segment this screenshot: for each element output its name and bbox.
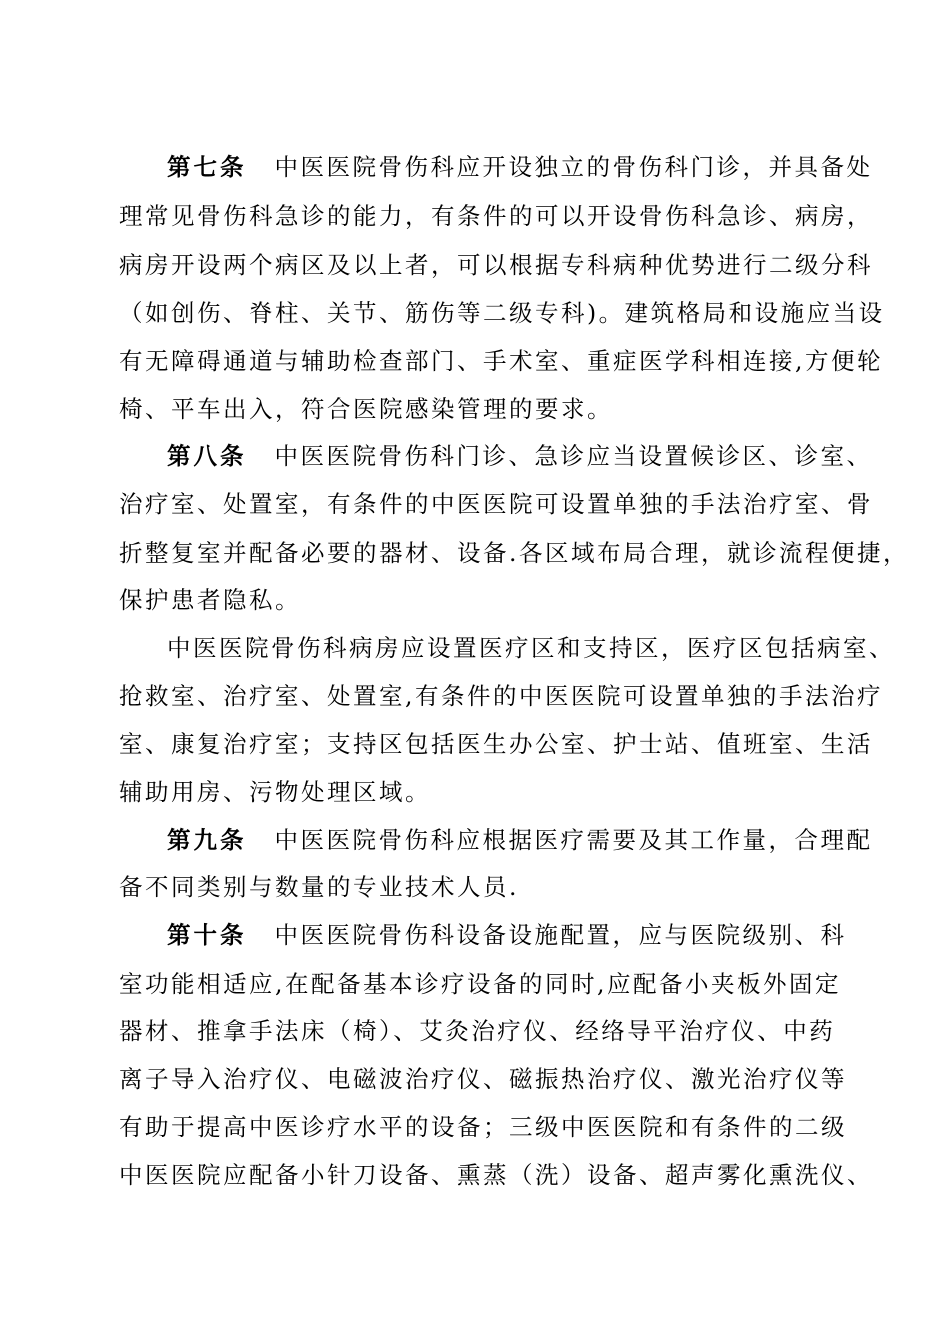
- article-8-para-2-line-1: 中医医院骨伤科病房应设置医疗区和支持区，医疗区包括病室、: [167, 634, 895, 662]
- article-8-line-1: [167, 441, 873, 471]
- article-7-line-5: 有无障碍通道与辅助检查部门、手术室、重症医学科相连接,方便轮: [119, 347, 883, 375]
- article-8-heading: 第八条: [167, 442, 247, 470]
- article-10-line-6: 中医医院应配备小针刀设备、熏蒸（洗）设备、超声雾化熏洗仪、: [119, 1161, 873, 1189]
- article-8-line-3: 折整复室并配备必要的器材、设备.各区域布局合理，就诊流程便捷，: [119, 539, 909, 567]
- article-10-heading: 第十条: [167, 921, 247, 949]
- article-7-line-6: 椅、平车出入，符合医院感染管理的要求。: [119, 395, 613, 423]
- article-8-line-2: 治疗室、处置室，有条件的中医医院可设置单独的手法治疗室、骨: [119, 490, 873, 518]
- article-7-line-1: [167, 152, 873, 182]
- article-9-text: 中医医院骨伤科应根据医疗需要及其工作量，合理配: [274, 826, 873, 854]
- article-7-heading: 第七条: [167, 153, 247, 181]
- article-10-line-5: 有助于提高中医诊疗水平的设备；三级中医医院和有条件的二级: [119, 1113, 847, 1141]
- article-9-line-2: 备不同类别与数量的专业技术人员.: [119, 873, 519, 901]
- article-9-line-1: [167, 825, 873, 855]
- article-8-para-2-line-3: 室、康复治疗室；支持区包括医生办公室、护士站、值班室、生活: [119, 730, 873, 758]
- article-7-text: 中医医院骨伤科应开设独立的骨伤科门诊，并具备处: [274, 153, 873, 181]
- article-8-text: 中医医院骨伤科门诊、急诊应当设置候诊区、诊室、: [274, 442, 873, 470]
- article-8-line-4: 保护患者隐私。: [119, 586, 301, 614]
- article-10-line-2: 室功能相适应,在配备基本诊疗设备的同时,应配备小夹板外固定: [119, 970, 841, 998]
- article-10-text: 中医医院骨伤科设备设施配置，应与医院级别、科: [274, 921, 847, 949]
- article-8-para-2-line-2: 抢救室、治疗室、处置室,有条件的中医医院可设置单独的手法治疗: [119, 682, 883, 710]
- article-10-line-3: 器材、推拿手法床（椅）、艾灸治疗仪、经络导平治疗仪、中药: [119, 1017, 836, 1045]
- article-9-heading: 第九条: [167, 826, 247, 854]
- article-8-para-2-line-4: 辅助用房、污物处理区域。: [119, 778, 431, 806]
- article-7-line-2: 理常见骨伤科急诊的能力，有条件的可以开设骨伤科急诊、病房，: [119, 202, 873, 230]
- article-10-line-1: [167, 920, 847, 950]
- article-7-line-4: （如创伤、脊柱、关节、筋伤等二级专科)。建筑格局和设施应当设: [119, 299, 885, 327]
- article-10-line-4: 离子导入治疗仪、电磁波治疗仪、磁振热治疗仪、激光治疗仪等: [119, 1065, 847, 1093]
- article-7-line-3: 病房开设两个病区及以上者，可以根据专科病种优势进行二级分科: [119, 251, 873, 279]
